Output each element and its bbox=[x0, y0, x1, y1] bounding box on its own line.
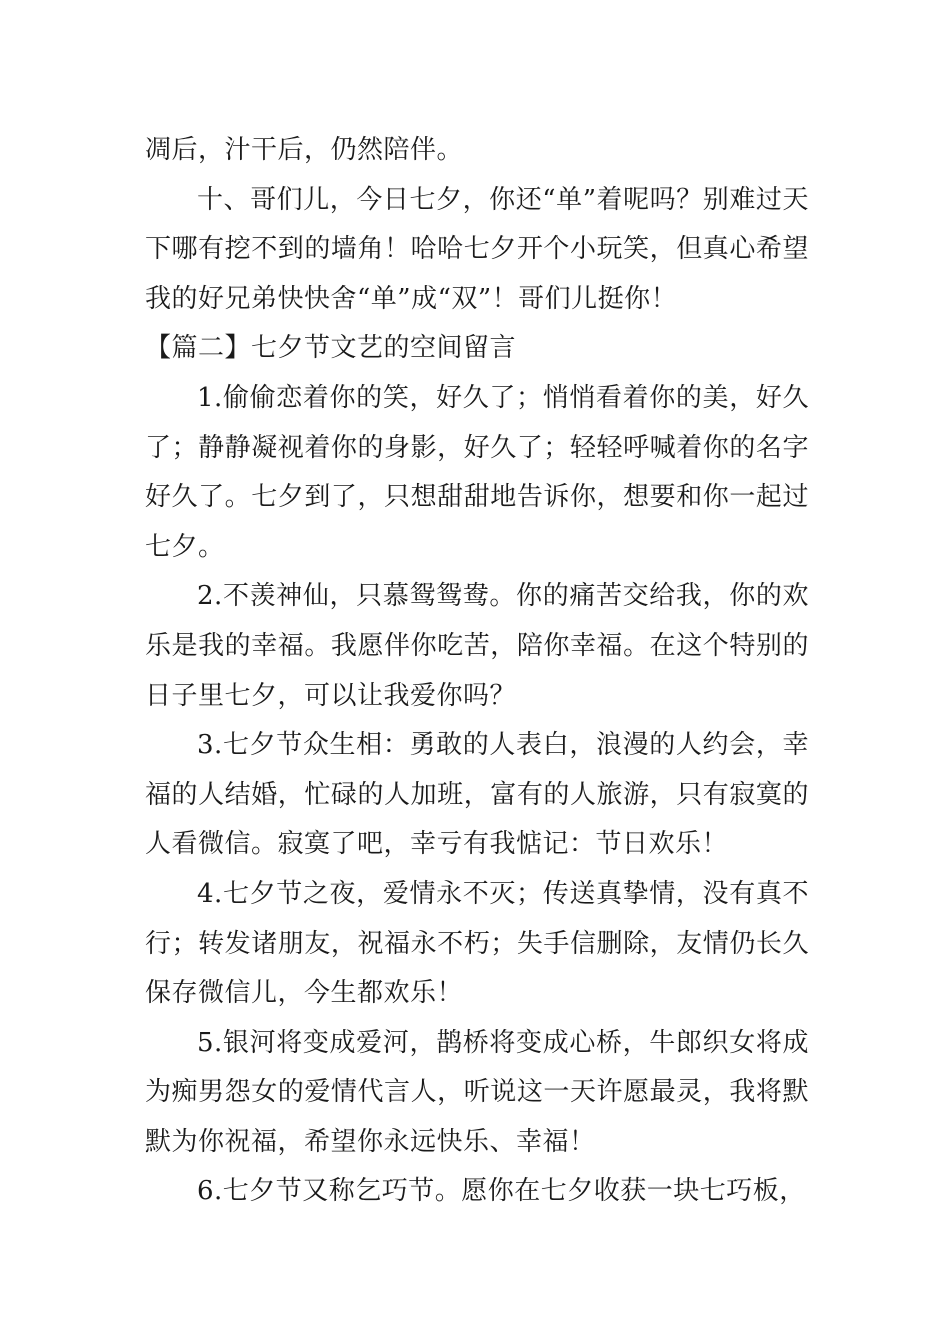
paragraph-item-5: 5.银河将变成爱河，鹊桥将变成心桥，牛郎织女将成为痴男怨女的爱情代言人，听说这一天许愿最灵，我将默默为你祝福，希望你永远快乐、幸福！ bbox=[145, 1027, 809, 1157]
section-heading: 【篇二】七夕节文艺的空间留言 bbox=[145, 333, 517, 364]
paragraph-item-1: 1.偷偷恋着你的笑，好久了；悄悄看着你的美，好久了；静静凝视着你的身影，好久了；轻轻呼喊着你的名字好久了。七夕到了，只想甜甜地告诉你，想要和你一起过七夕。 bbox=[145, 382, 809, 562]
paragraph-item-4: 4.七夕节之夜，爱情永不灭；传送真挚情，没有真不行；转发诸朋友，祝福永不朽；失手信删除，友情仍长久保存微信儿，今生都欢乐！ bbox=[145, 878, 809, 1009]
paragraph-item-6: 6.七夕节又称乞巧节。愿你在七夕收获一块七巧板， bbox=[197, 1176, 806, 1207]
paragraph-continuation: 凋后，汁干后，仍然陪伴。 bbox=[145, 135, 464, 165]
paragraph-item-2: 2.不羡神仙，只慕鸳鸳鸯。你的痛苦交给我，你的欢乐是我的幸福。我愿伴你吃苦，陪你幸福。在这个特别的日子里七夕，可以让我爱你吗？ bbox=[145, 581, 809, 711]
paragraph-item-ten: 十、哥们儿，今日七夕，你还“单”着呢吗？别难过天下哪有挖不到的墙角！哈哈七夕开个小玩笑，但真心希望我的好兄弟快快舍“单”成“双”！哥们儿挺你！ bbox=[145, 184, 809, 314]
paragraph-item-3: 3.七夕节众生相：勇敢的人表白，浪漫的人约会，幸福的人结婚，忙碌的人加班，富有的人旅游，只有寂寞的人看微信。寂寞了吧，幸亏有我惦记：节日欢乐！ bbox=[145, 730, 809, 860]
document-body bbox=[145, 126, 809, 1217]
